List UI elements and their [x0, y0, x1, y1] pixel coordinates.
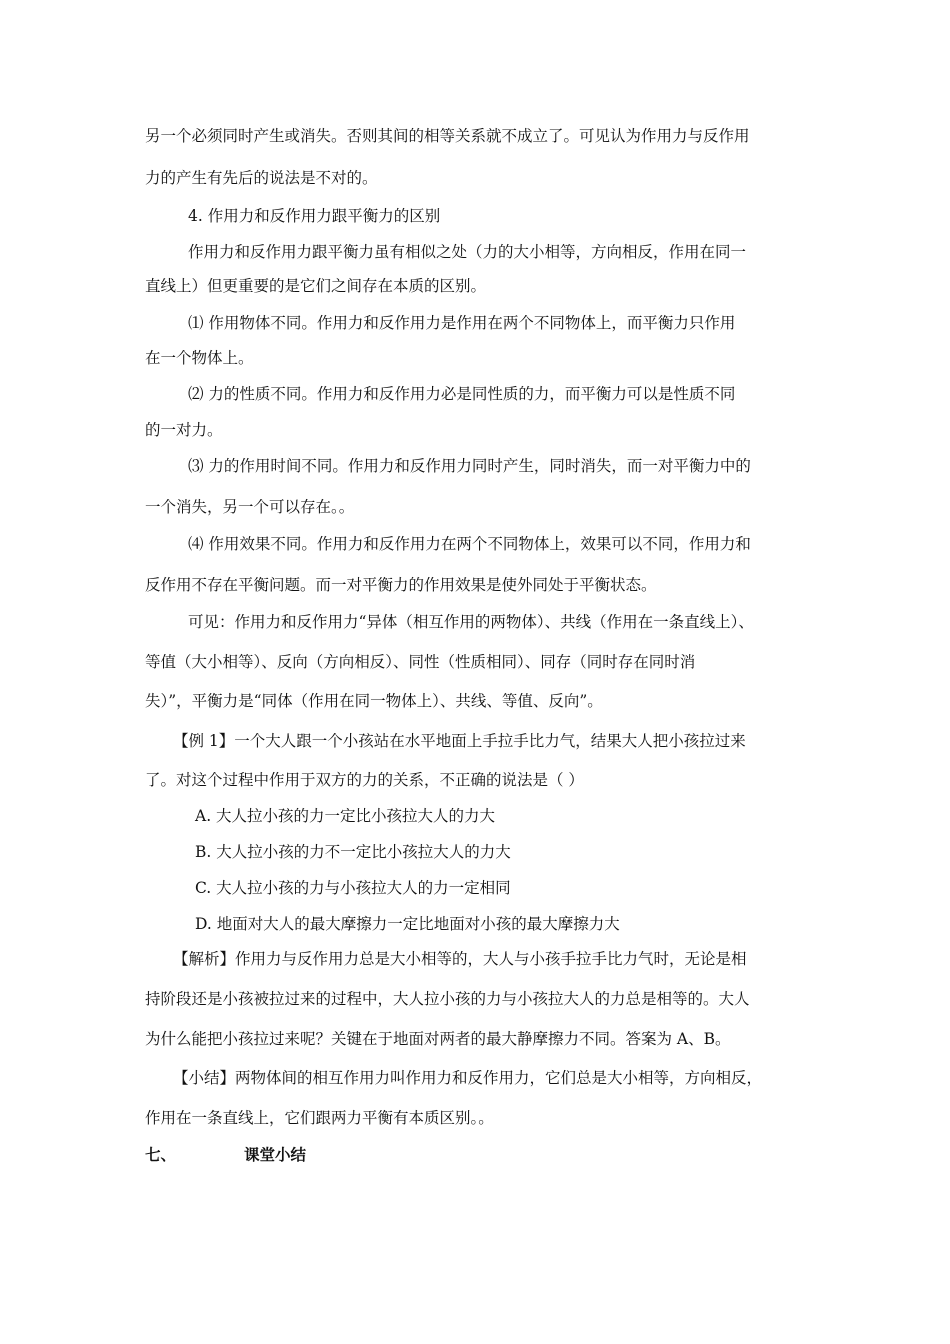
paragraph-line: 等值（大小相等）、反向（方向相反）、同性（性质相同）、同存（同时存在同时消	[145, 653, 696, 671]
example-line: 了。对这个过程中作用于双方的力的关系，不正确的说法是（ ）	[145, 771, 584, 789]
analysis-line: 【解析】作用力与反作用力总是大小相等的，大人与小孩手拉手比力气时，无论是相	[173, 950, 747, 968]
list-item-line: ⑶ 力的作用时间不同。作用力和反作用力同时产生，同时消失，而一对平衡力中的	[188, 457, 751, 475]
list-item-line: ⑵ 力的性质不同。作用力和反作用力必是同性质的力，而平衡力可以是性质不同	[188, 385, 736, 403]
option-c: C. 大人拉小孩的力与小孩拉大人的力一定相同	[195, 879, 511, 897]
paragraph-line: 直线上）但更重要的是它们之间存在本质的区别。	[145, 277, 487, 295]
list-item-line: 在一个物体上。	[145, 349, 254, 367]
subsection-heading: 4. 作用力和反作用力跟平衡力的区别	[188, 207, 441, 225]
summary-line: 【小结】两物体间的相互作用力叫作用力和反作用力，它们总是大小相等，方向相反，	[173, 1069, 763, 1087]
analysis-line: 持阶段还是小孩被拉过来的过程中，大人拉小孩的力与小孩拉大人的力总是相等的。大人	[145, 990, 750, 1008]
list-item-line: ⑷ 作用效果不同。作用力和反作用力在两个不同物体上，效果可以不同，作用力和	[188, 535, 751, 553]
option-a: A. 大人拉小孩的力一定比小孩拉大人的力大	[195, 807, 496, 825]
section-number: 七、	[145, 1145, 177, 1164]
option-b: B. 大人拉小孩的力不一定比小孩拉大人的力大	[195, 843, 511, 861]
paragraph-line: 失）”，平衡力是“同体（作用在同一物体上）、共线、等值、反向”。	[145, 692, 603, 710]
list-item-line: ⑴ 作用物体不同。作用力和反作用力是作用在两个不同物体上，而平衡力只作用	[188, 314, 736, 332]
list-item-line: 的一对力。	[145, 421, 223, 439]
paragraph-line: 作用力和反作用力跟平衡力虽有相似之处（力的大小相等，方向相反，作用在同一	[188, 243, 747, 261]
paragraph-line: 力的产生有先后的说法是不对的。	[145, 169, 378, 187]
section-title: 课堂小结	[244, 1145, 307, 1164]
analysis-line: 为什么能把小孩拉过来呢？关键在于地面对两者的最大静摩擦力不同。答案为 A、B。	[145, 1030, 731, 1048]
list-item-line: 反作用不存在平衡问题。而一对平衡力的作用效果是使外同处于平衡状态。	[145, 576, 657, 594]
list-item-line: 一个消失，另一个可以存在。。	[145, 498, 355, 516]
example-line: 【例 1】一个大人跟一个小孩站在水平地面上手拉手比力气，结果大人把小孩拉过来	[173, 732, 746, 750]
paragraph-line: 另一个必须同时产生或消失。否则其间的相等关系就不成立了。可见认为作用力与反作用	[145, 127, 750, 145]
summary-line: 作用在一条直线上，它们跟两力平衡有本质区别。。	[145, 1109, 494, 1127]
paragraph-line: 可见：作用力和反作用力“异体（相互作用的两物体）、共线（作用在一条直线上）、	[188, 613, 754, 631]
option-d: D. 地面对大人的最大摩擦力一定比地面对小孩的最大摩擦力大	[195, 915, 620, 933]
